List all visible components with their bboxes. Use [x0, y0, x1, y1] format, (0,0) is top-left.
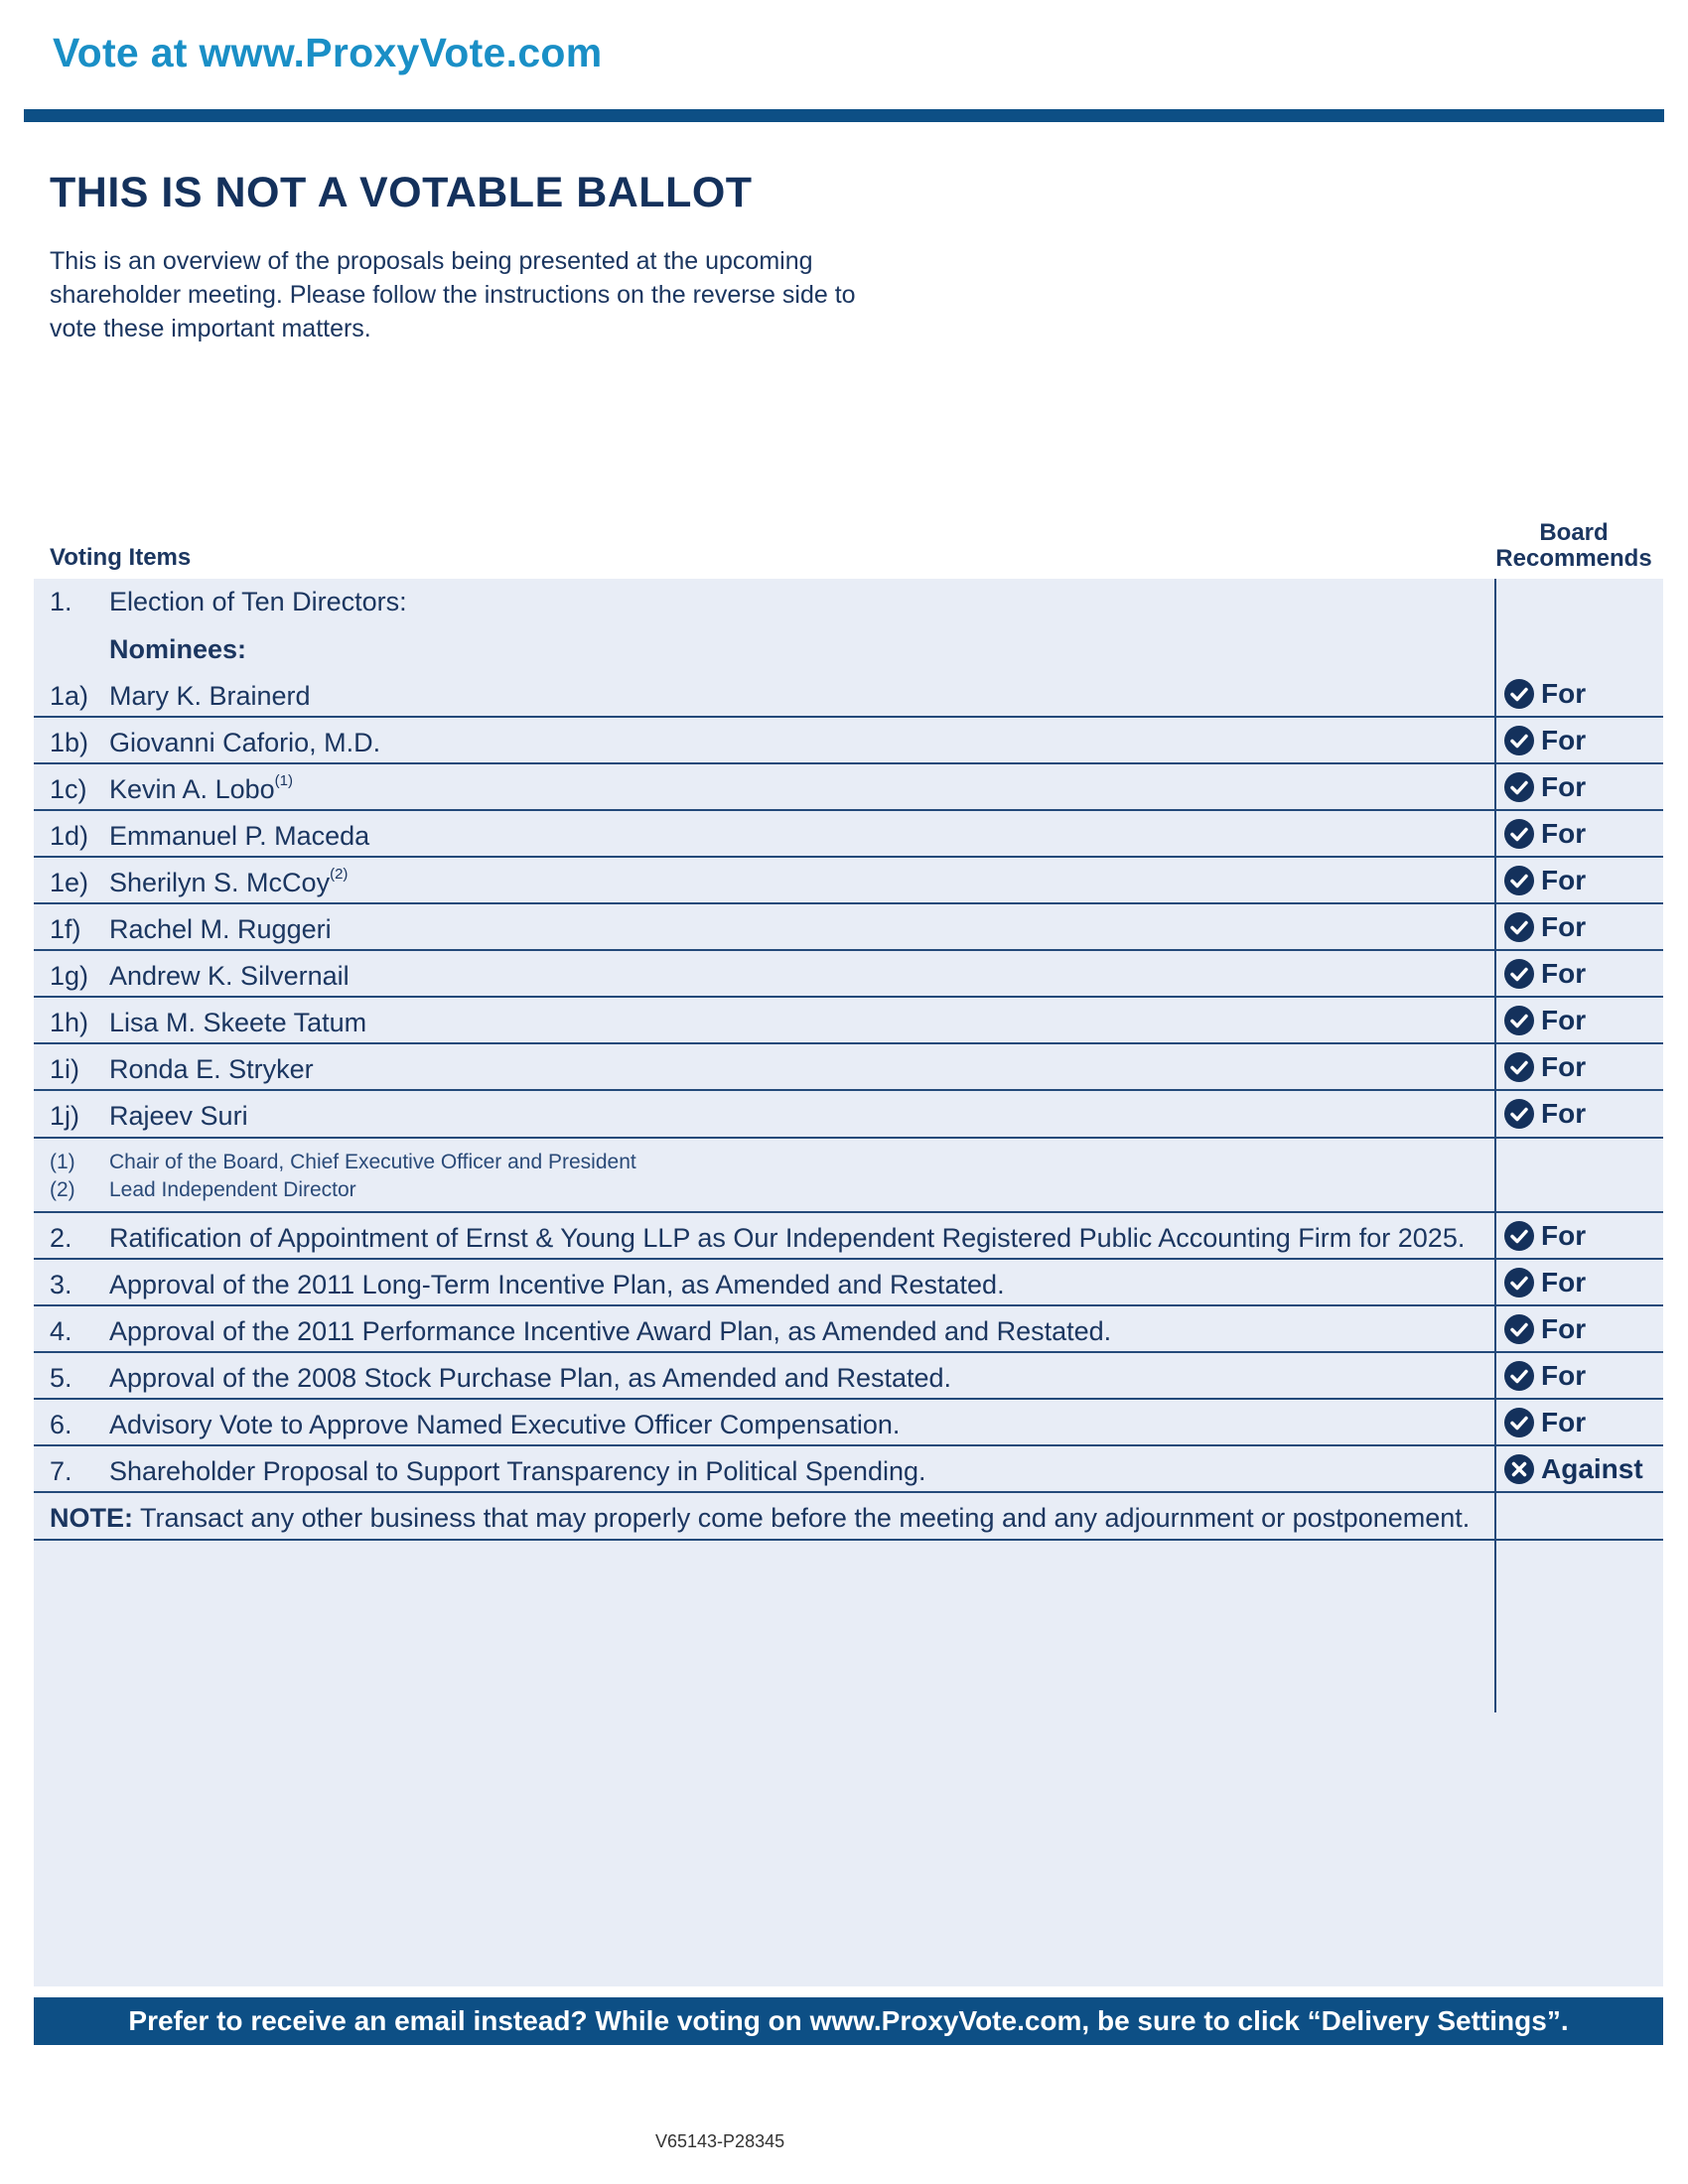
proposal-number: 6.: [50, 1410, 72, 1439]
recommendation-for: [1503, 1360, 1586, 1392]
nominee-name-text: Sherilyn S. McCoy: [109, 868, 331, 897]
recommendation-label: For: [1541, 1098, 1587, 1129]
table-row: [34, 670, 1663, 718]
recommendation-for: [1503, 1005, 1586, 1036]
board-recommends-header: [1489, 520, 1658, 572]
nominee-name-text: Emmanuel P. Maceda: [109, 821, 370, 851]
nominee-name: [109, 961, 350, 992]
footnotes-row: [34, 1139, 1663, 1213]
recommendation-for: [1503, 818, 1586, 850]
note-text-line: [50, 1503, 1470, 1534]
recommendation-for: [1503, 911, 1586, 943]
check-circle-icon: [1503, 1407, 1535, 1438]
check-circle-icon: [1503, 958, 1535, 990]
table-row: [34, 1306, 1663, 1353]
note-text: Transact any other business that may properly come before the meeting and any adjournment or postponement.: [140, 1503, 1471, 1533]
recommendation-for: [1503, 771, 1586, 803]
nominee-number: 1g): [50, 961, 89, 991]
item-number: 1.: [50, 587, 72, 616]
table-row: [34, 764, 1663, 811]
table-row: [34, 811, 1663, 858]
nominee-number: 1a): [50, 681, 89, 711]
recommendation-for: [1503, 1098, 1586, 1130]
note-row: [34, 1493, 1663, 1541]
footnote-num: (1): [50, 1151, 75, 1173]
recommendation-label: For: [1541, 1051, 1587, 1082]
nominee-number: 1f): [50, 914, 81, 944]
proxyvote-header-link[interactable]: Vote at www.ProxyVote.com: [53, 30, 603, 75]
nominees-label-row: [34, 626, 1663, 670]
nominee-name-text: Andrew K. Silvernail: [109, 961, 350, 991]
check-circle-icon: [1503, 1005, 1535, 1036]
table-row: [34, 1260, 1663, 1306]
nominee-name: [109, 1054, 314, 1085]
recommendation-label: For: [1541, 1313, 1587, 1344]
table-row: [34, 718, 1663, 764]
recommendation-label: For: [1541, 1267, 1587, 1297]
table-row: [34, 858, 1663, 904]
proposal-number: 5.: [50, 1363, 72, 1393]
nominee-name: [109, 681, 311, 712]
recommendation-for: [1503, 1313, 1586, 1345]
check-circle-icon: [1503, 1220, 1535, 1252]
recommendation-label: For: [1541, 1360, 1587, 1391]
recommendation-for: [1503, 1051, 1586, 1083]
table-row: [34, 1400, 1663, 1446]
check-circle-icon: [1503, 1360, 1535, 1392]
nominee-number: 1e): [50, 868, 89, 897]
delivery-settings-banner: Prefer to receive an email instead? While voting on www.ProxyVote.com, be sure to click “Delivery Settings”.: [34, 1997, 1663, 2045]
check-circle-icon: [1503, 1313, 1535, 1345]
recommendation-for: [1503, 865, 1586, 896]
note-label: NOTE:: [50, 1503, 133, 1533]
check-circle-icon: [1503, 911, 1535, 943]
proposal-text: Approval of the 2008 Stock Purchase Plan, as Amended and Restated.: [109, 1363, 952, 1393]
proposal-text: Ratification of Appointment of Ernst & Young LLP as Our Independent Registered Public Accounting Firm for 2025.: [109, 1223, 1466, 1253]
table-row: [34, 1044, 1663, 1091]
proposal-text: Approval of the 2011 Performance Incentive Award Plan, as Amended and Restated.: [109, 1316, 1112, 1346]
proposal-number: 3.: [50, 1270, 72, 1299]
table-row: [34, 1091, 1663, 1139]
nominee-name-text: Giovanni Caforio, M.D.: [109, 728, 381, 757]
nominee-number: 1b): [50, 728, 89, 757]
page-title: THIS IS NOT A VOTABLE BALLOT: [50, 169, 753, 216]
header-rule: [24, 109, 1664, 122]
x-circle-icon: [1503, 1453, 1535, 1485]
nominees-label: Nominees:: [109, 634, 247, 664]
nominee-number: 1d): [50, 821, 89, 851]
recommendation-for: [1503, 725, 1586, 756]
voting-items-header: Voting Items: [50, 544, 192, 571]
table-row: [34, 1213, 1663, 1260]
check-circle-icon: [1503, 1098, 1535, 1130]
check-circle-icon: [1503, 678, 1535, 710]
recommendation-against: [1503, 1453, 1643, 1485]
recommendation-for: [1503, 678, 1586, 710]
table-row: [34, 1353, 1663, 1400]
nominee-name: [109, 821, 369, 852]
check-circle-icon: [1503, 771, 1535, 803]
table-row: [34, 951, 1663, 998]
footnote-text: Lead Independent Director: [109, 1178, 356, 1201]
recommendation-label: For: [1541, 678, 1587, 709]
nominee-name-text: Kevin A. Lobo: [109, 774, 275, 804]
proposal-number: 2.: [50, 1223, 72, 1253]
proposal-number: 7.: [50, 1456, 72, 1486]
nominee-name: [109, 1008, 366, 1038]
recommendation-label: For: [1541, 911, 1587, 942]
recommendation-label: For: [1541, 958, 1587, 989]
document-code: V65143-P28345: [655, 2131, 785, 2151]
recommendation-label: For: [1541, 1407, 1587, 1437]
recommendation-label: For: [1541, 865, 1587, 895]
nominee-name: [109, 1101, 248, 1132]
recommendation-label: For: [1541, 1005, 1587, 1035]
nominee-number: 1h): [50, 1008, 89, 1037]
nominee-number: 1c): [50, 774, 87, 804]
table-row: [34, 904, 1663, 951]
board-header-line1: Board: [1539, 519, 1609, 546]
nominee-name: [109, 774, 293, 805]
table-row-item-1: [34, 579, 1663, 626]
nominee-number: 1j): [50, 1101, 80, 1131]
proposal-number: 4.: [50, 1316, 72, 1346]
nominee-name-text: Rachel M. Ruggeri: [109, 914, 332, 944]
recommendation-label: For: [1541, 725, 1587, 755]
nominee-name: [109, 914, 332, 945]
table-row: [34, 998, 1663, 1044]
check-circle-icon: [1503, 818, 1535, 850]
nominee-name-text: Mary K. Brainerd: [109, 681, 311, 711]
footnote-ref: (2): [330, 866, 349, 883]
recommendation-label: For: [1541, 771, 1587, 802]
table-row: [34, 1446, 1663, 1493]
recommendation-for: [1503, 1407, 1586, 1438]
recommendation-label: For: [1541, 818, 1587, 849]
check-circle-icon: [1503, 865, 1535, 896]
nominee-name: [109, 868, 348, 898]
item-text: Election of Ten Directors:: [109, 587, 407, 616]
recommendation-for: [1503, 1220, 1586, 1252]
intro-paragraph: This is an overview of the proposals being presented at the upcoming shareholder meeting. Please follow the instructions on the reverse side to vote these important matters.: [50, 247, 856, 342]
footnote-text: Chair of the Board, Chief Executive Officer and President: [109, 1151, 636, 1173]
proposal-text: Shareholder Proposal to Support Transparency in Political Spending.: [109, 1456, 926, 1486]
footnote-ref: (1): [274, 772, 293, 789]
nominee-name: [109, 728, 380, 758]
proposal-text: Approval of the 2011 Long-Term Incentive Plan, as Amended and Restated.: [109, 1270, 1005, 1299]
check-circle-icon: [1503, 725, 1535, 756]
nominee-name-text: Ronda E. Stryker: [109, 1054, 314, 1084]
proposal-text: Advisory Vote to Approve Named Executive Officer Compensation.: [109, 1410, 901, 1439]
nominee-name-text: Lisa M. Skeete Tatum: [109, 1008, 367, 1037]
nominee-number: 1i): [50, 1054, 80, 1084]
nominee-name-text: Rajeev Suri: [109, 1101, 248, 1131]
footnote-num: (2): [50, 1178, 75, 1201]
recommendation-label: For: [1541, 1220, 1587, 1251]
check-circle-icon: [1503, 1267, 1535, 1298]
recommendation-for: [1503, 1267, 1586, 1298]
board-header-line2: Recommends: [1495, 545, 1652, 572]
recommendation-for: [1503, 958, 1586, 990]
recommendation-label: Against: [1541, 1453, 1643, 1484]
check-circle-icon: [1503, 1051, 1535, 1083]
